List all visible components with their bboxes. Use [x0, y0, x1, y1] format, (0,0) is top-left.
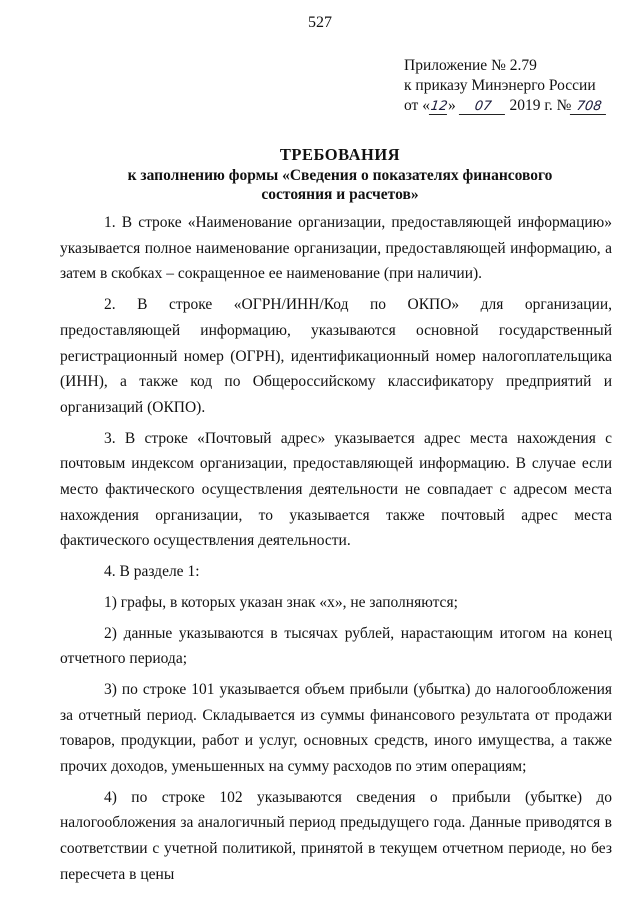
paragraph-4-item-2: 2) данные указываются в тысячах рублей, нарастающим итогом на конец отчетного периода;: [60, 624, 612, 668]
order-number-handwritten: 708: [570, 99, 608, 115]
document-title: [60, 145, 620, 204]
date-month-handwritten: 07: [458, 99, 506, 115]
page-number: 527: [308, 14, 332, 31]
document-body: [60, 210, 612, 893]
paragraph-4-item-4: 4) по строке 102 указываются сведения о прибыли (убытке) до налогообложения за аналогичный период предыдущего года. Данные приводятся в соответствии с учетной политикой, принятой в текущем отчетном периоде, но без пересчета в цены: [60, 788, 612, 883]
date-day-handwritten: 12: [429, 99, 449, 114]
paragraph-2: 2. В строке «ОГРН/ИНН/Код по ОКПО» для организации, предоставляющей информацию, указываются основной государственный регистрационный номер (ОГРН), идентификационный номер налогоплательщика (ИНН), а также код по Общероссийскому классификатору предприятий и организаций (ОКПО).: [60, 296, 612, 416]
paragraph-4-item-3: 3) по строке 101 указывается объем прибыли (убытка) до налогообложения за отчетный период. Складывается из суммы финансового результата от продажи товаров, продукции, работ и услуг, основных средств, иного имущества, а также прочих доходов, уменьшенных на сумму расходов по этим операциям;: [60, 680, 612, 776]
title-line-3: состояния и расчетов»: [261, 186, 419, 203]
paragraph-1: 1. В строке «Наименование организации, предоставляющей информацию» указывается полное наименование организации, предоставляющей информацию, а затем в скобках – сокращенное ее наименование (при наличии).: [60, 214, 612, 283]
appendix-date-line: [404, 96, 624, 116]
title-line-2: к заполнению формы «Сведения о показателях финансового: [127, 167, 553, 184]
date-year: 2019 г. №: [509, 97, 572, 114]
date-mid: »: [447, 97, 456, 114]
date-prefix: от «: [404, 97, 430, 114]
title-main: ТРЕБОВАНИЯ: [279, 145, 401, 164]
appendix-order-ref: к приказу Минэнерго России: [404, 77, 596, 94]
paragraph-4: 4. В разделе 1:: [104, 563, 200, 581]
appendix-header: [404, 56, 624, 116]
paragraph-3: 3. В строке «Почтовый адрес» указывается адрес места нахождения с почтовым индексом организации, предоставляющей информацию. В случае если место фактического осуществления деятельности не совпадает с адресом места нахождения организации, то указывается также почтовый адрес места фактического осуществления деятельности.: [60, 429, 612, 550]
appendix-title: Приложение № 2.79: [404, 57, 537, 74]
paragraph-4-item-1: 1) графы, в которых указан знак «х», не заполняются;: [104, 593, 458, 611]
